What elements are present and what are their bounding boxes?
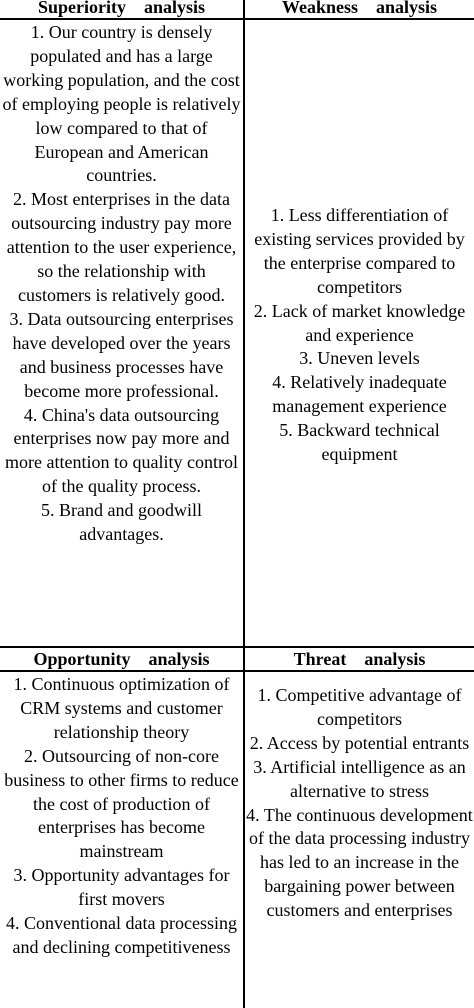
threat-item: 3. Artificial intelligence as an alternative to stress (253, 756, 466, 801)
threat-item: 2. Access by potential entrants (249, 732, 470, 753)
strength-item: 2. Most enterprises in the data outsourcing industry pay more attention to the user experience, so the relationship with customers is relatively good. (6, 189, 237, 305)
weakness-item: 3. Uneven levels (299, 348, 420, 369)
middle-divider (0, 646, 474, 648)
threats-cell (245, 673, 474, 1008)
weakness-item: 1. Less differentiation of existing services provided by the enterprise compared to competitors (254, 205, 465, 297)
strength-item: 3. Data outsourcing enterprises have developed over the years and business processes have become more professional. (9, 308, 234, 401)
strength-item: 4. China's data outsourcing enterprises now pay more and more attention to quality control of the quality process. (5, 404, 238, 497)
weaknesses-cell (245, 21, 474, 646)
weaknesses-header: Weakness analysis (281, 0, 438, 17)
threat-item: 1. Competitive advantage of competitors (257, 685, 462, 729)
threats-header: Threat analysis (293, 649, 426, 669)
strength-item: 5. Brand and goodwill advantages. (41, 500, 202, 545)
opportunity-item: 2. Outsourcing of non-core business to other firms to reduce the cost of production of enterprises has become mainstream (4, 745, 239, 862)
weakness-item: 5. Backward technical equipment (279, 420, 440, 465)
opportunity-item: 4. Conventional data processing and declining competitiveness (6, 913, 237, 957)
weakness-item: 4. Relatively inadequate management experience (272, 372, 447, 417)
strength-item: 1. Our country is densely populated and has a large working population, and the cost of employing people is relatively low compared to that of European and American countries. (2, 22, 241, 186)
strengths-cell (0, 21, 243, 646)
opportunities-header: Opportunity analysis (33, 649, 210, 669)
opportunities-cell (0, 673, 243, 1008)
threat-item: 4. The continuous development of the data processing industry has led to an increase in the bargaining power between customers and enterprises (246, 804, 473, 921)
opportunity-item: 1. Continuous optimization of CRM systems and customer relationship theory (13, 674, 230, 742)
strengths-header: Superiority analysis (37, 0, 206, 17)
opportunity-item: 3. Opportunity advantages for first movers (13, 865, 230, 910)
weakness-item: 2. Lack of market knowledge and experience (253, 300, 466, 345)
